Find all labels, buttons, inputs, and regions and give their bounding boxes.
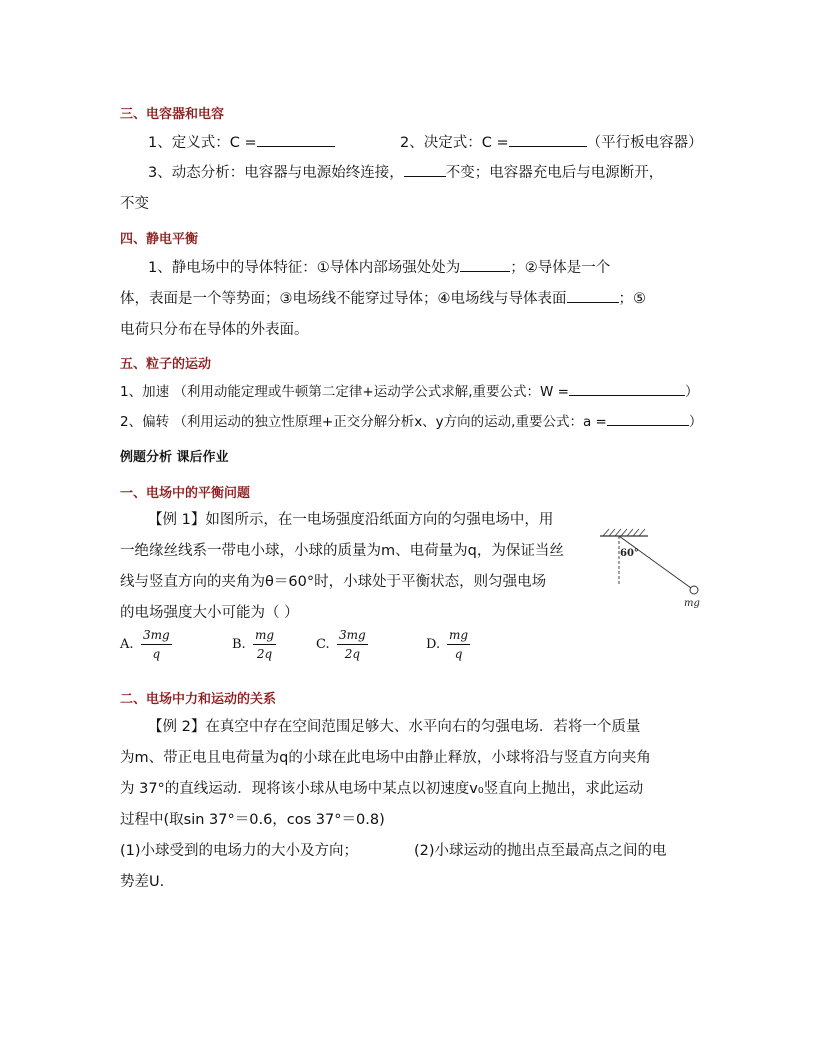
example2-line1: 【例 2】在真空中存在空间范围足够大、水平向右的匀强电场．若将一个质量 (148, 719, 641, 735)
option-b-label[interactable]: B. (232, 637, 246, 652)
example1-line4: 的电场强度大小可能为（ ） (120, 605, 299, 621)
capacitance-definition-line (148, 131, 335, 152)
option-a-numerator: 3mg (143, 628, 170, 642)
determination-label: 2、决定式：C = (400, 135, 509, 151)
acceleration-text: 1、加速 （利用动能定理或牛顿第二定律+运动学公式求解,重要公式：W = (120, 384, 569, 400)
determination-note: （平行板电容器） (586, 135, 703, 151)
determination-blank[interactable] (509, 132, 587, 147)
option-d-denominator: q (454, 647, 463, 661)
option-b-fraction[interactable] (253, 628, 276, 661)
option-d-label[interactable]: D. (426, 637, 441, 652)
ceiling-hatch (600, 529, 648, 536)
section5-heading: 五、粒子的运动 (120, 357, 212, 372)
option-a-denominator: q (152, 647, 161, 661)
option-c-label[interactable]: C. (316, 637, 330, 652)
example1-line3: 线与竖直方向的夹角为θ＝60°时，小球处于平衡状态，则匀强电场 (120, 574, 547, 590)
dynamic-analysis-text-2: 不变；电容器充电后与电源断开， (445, 165, 664, 181)
example2-line3: 为 37°的直线运动．现将该小球从电场中某点以初速度v₀竖直向上抛出，求此运动 (120, 781, 644, 797)
part2-heading: 二、电场中力和运动的关系 (120, 692, 277, 707)
option-d-fraction[interactable] (447, 628, 470, 661)
option-d-numerator: mg (449, 628, 469, 642)
examples-heading: 例题分析 课后作业 (120, 450, 229, 465)
field-inside-blank[interactable] (460, 257, 510, 272)
definition-label: 1、定义式：C = (148, 135, 257, 151)
definition-blank[interactable] (257, 132, 335, 147)
section4-heading: 四、静电平衡 (120, 232, 199, 247)
conductor-feature-line3: 电荷只分布在导体的外表面。 (120, 322, 309, 338)
example1-line1: 【例 1】如图所示，在一电场强度沿纸面方向的匀强电场中，用 (148, 512, 554, 528)
conductor-feature-text-2: ；②导体是一个 (510, 260, 611, 276)
conductor-feature-text-4: ；⑤ (618, 291, 646, 307)
pendulum-figure (598, 526, 708, 610)
thread-line (619, 536, 691, 588)
ball-mg-label: mg (684, 598, 700, 609)
acceleration-formula-blank[interactable] (607, 411, 689, 426)
dynamic-analysis-blank[interactable] (404, 162, 446, 177)
conductor-feature-line2 (120, 287, 646, 308)
example2-line2: 为m、带正电且电荷量为q的小球在此电场中由静止释放，小球将沿与竖直方向夹角 (120, 750, 651, 766)
dynamic-analysis-text: 3、动态分析：电容器与电源始终连接， (148, 165, 404, 181)
example2-line4: 过程中(取sin 37°＝0.6，cos 37°＝0.8) (120, 812, 385, 828)
option-c-numerator: 3mg (339, 628, 366, 642)
option-b-numerator: mg (255, 628, 275, 642)
work-formula-blank[interactable] (569, 381, 685, 396)
deflection-line (120, 410, 702, 430)
part1-heading: 一、电场中的平衡问题 (120, 486, 251, 501)
option-b-denominator: 2q (256, 647, 273, 661)
option-a-fraction[interactable] (141, 628, 172, 661)
capacitance-determination-line (400, 131, 703, 152)
deflection-text-end: ） (688, 414, 703, 430)
angle-label: 60° (620, 548, 639, 559)
option-a-label[interactable]: A. (120, 637, 134, 652)
dynamic-analysis-line-end: 不变 (120, 196, 149, 212)
option-c-denominator: 2q (344, 647, 361, 661)
field-line-surface-blank[interactable] (567, 288, 619, 303)
conductor-feature-line1 (148, 256, 610, 277)
section3-heading: 三、电容器和电容 (120, 107, 225, 122)
example1-line2: 一绝缘丝线系一带电小球，小球的质量为m、电荷量为q，为保证当丝 (120, 543, 564, 559)
deflection-text: 2、偏转 （利用运动的独立性原理+正交分解分析x、y方向的运动,重要公式：a = (120, 414, 607, 430)
example2-question1: (1)小球受到的电场力的大小及方向； (120, 843, 359, 859)
charged-ball (690, 586, 698, 594)
option-c-fraction[interactable] (337, 628, 368, 661)
acceleration-text-end: ） (684, 384, 699, 400)
example2-line6: 势差U. (120, 874, 165, 890)
example2-question2: (2)小球运动的抛出点至最高点之间的电 (414, 843, 667, 859)
conductor-feature-text-3: 体，表面是一个等势面；③电场线不能穿过导体；④电场线与导体表面 (120, 291, 567, 307)
acceleration-line (120, 380, 698, 400)
dynamic-analysis-line (148, 161, 663, 182)
conductor-feature-text: 1、静电场中的导体特征：①导体内部场强处处为 (148, 260, 461, 276)
